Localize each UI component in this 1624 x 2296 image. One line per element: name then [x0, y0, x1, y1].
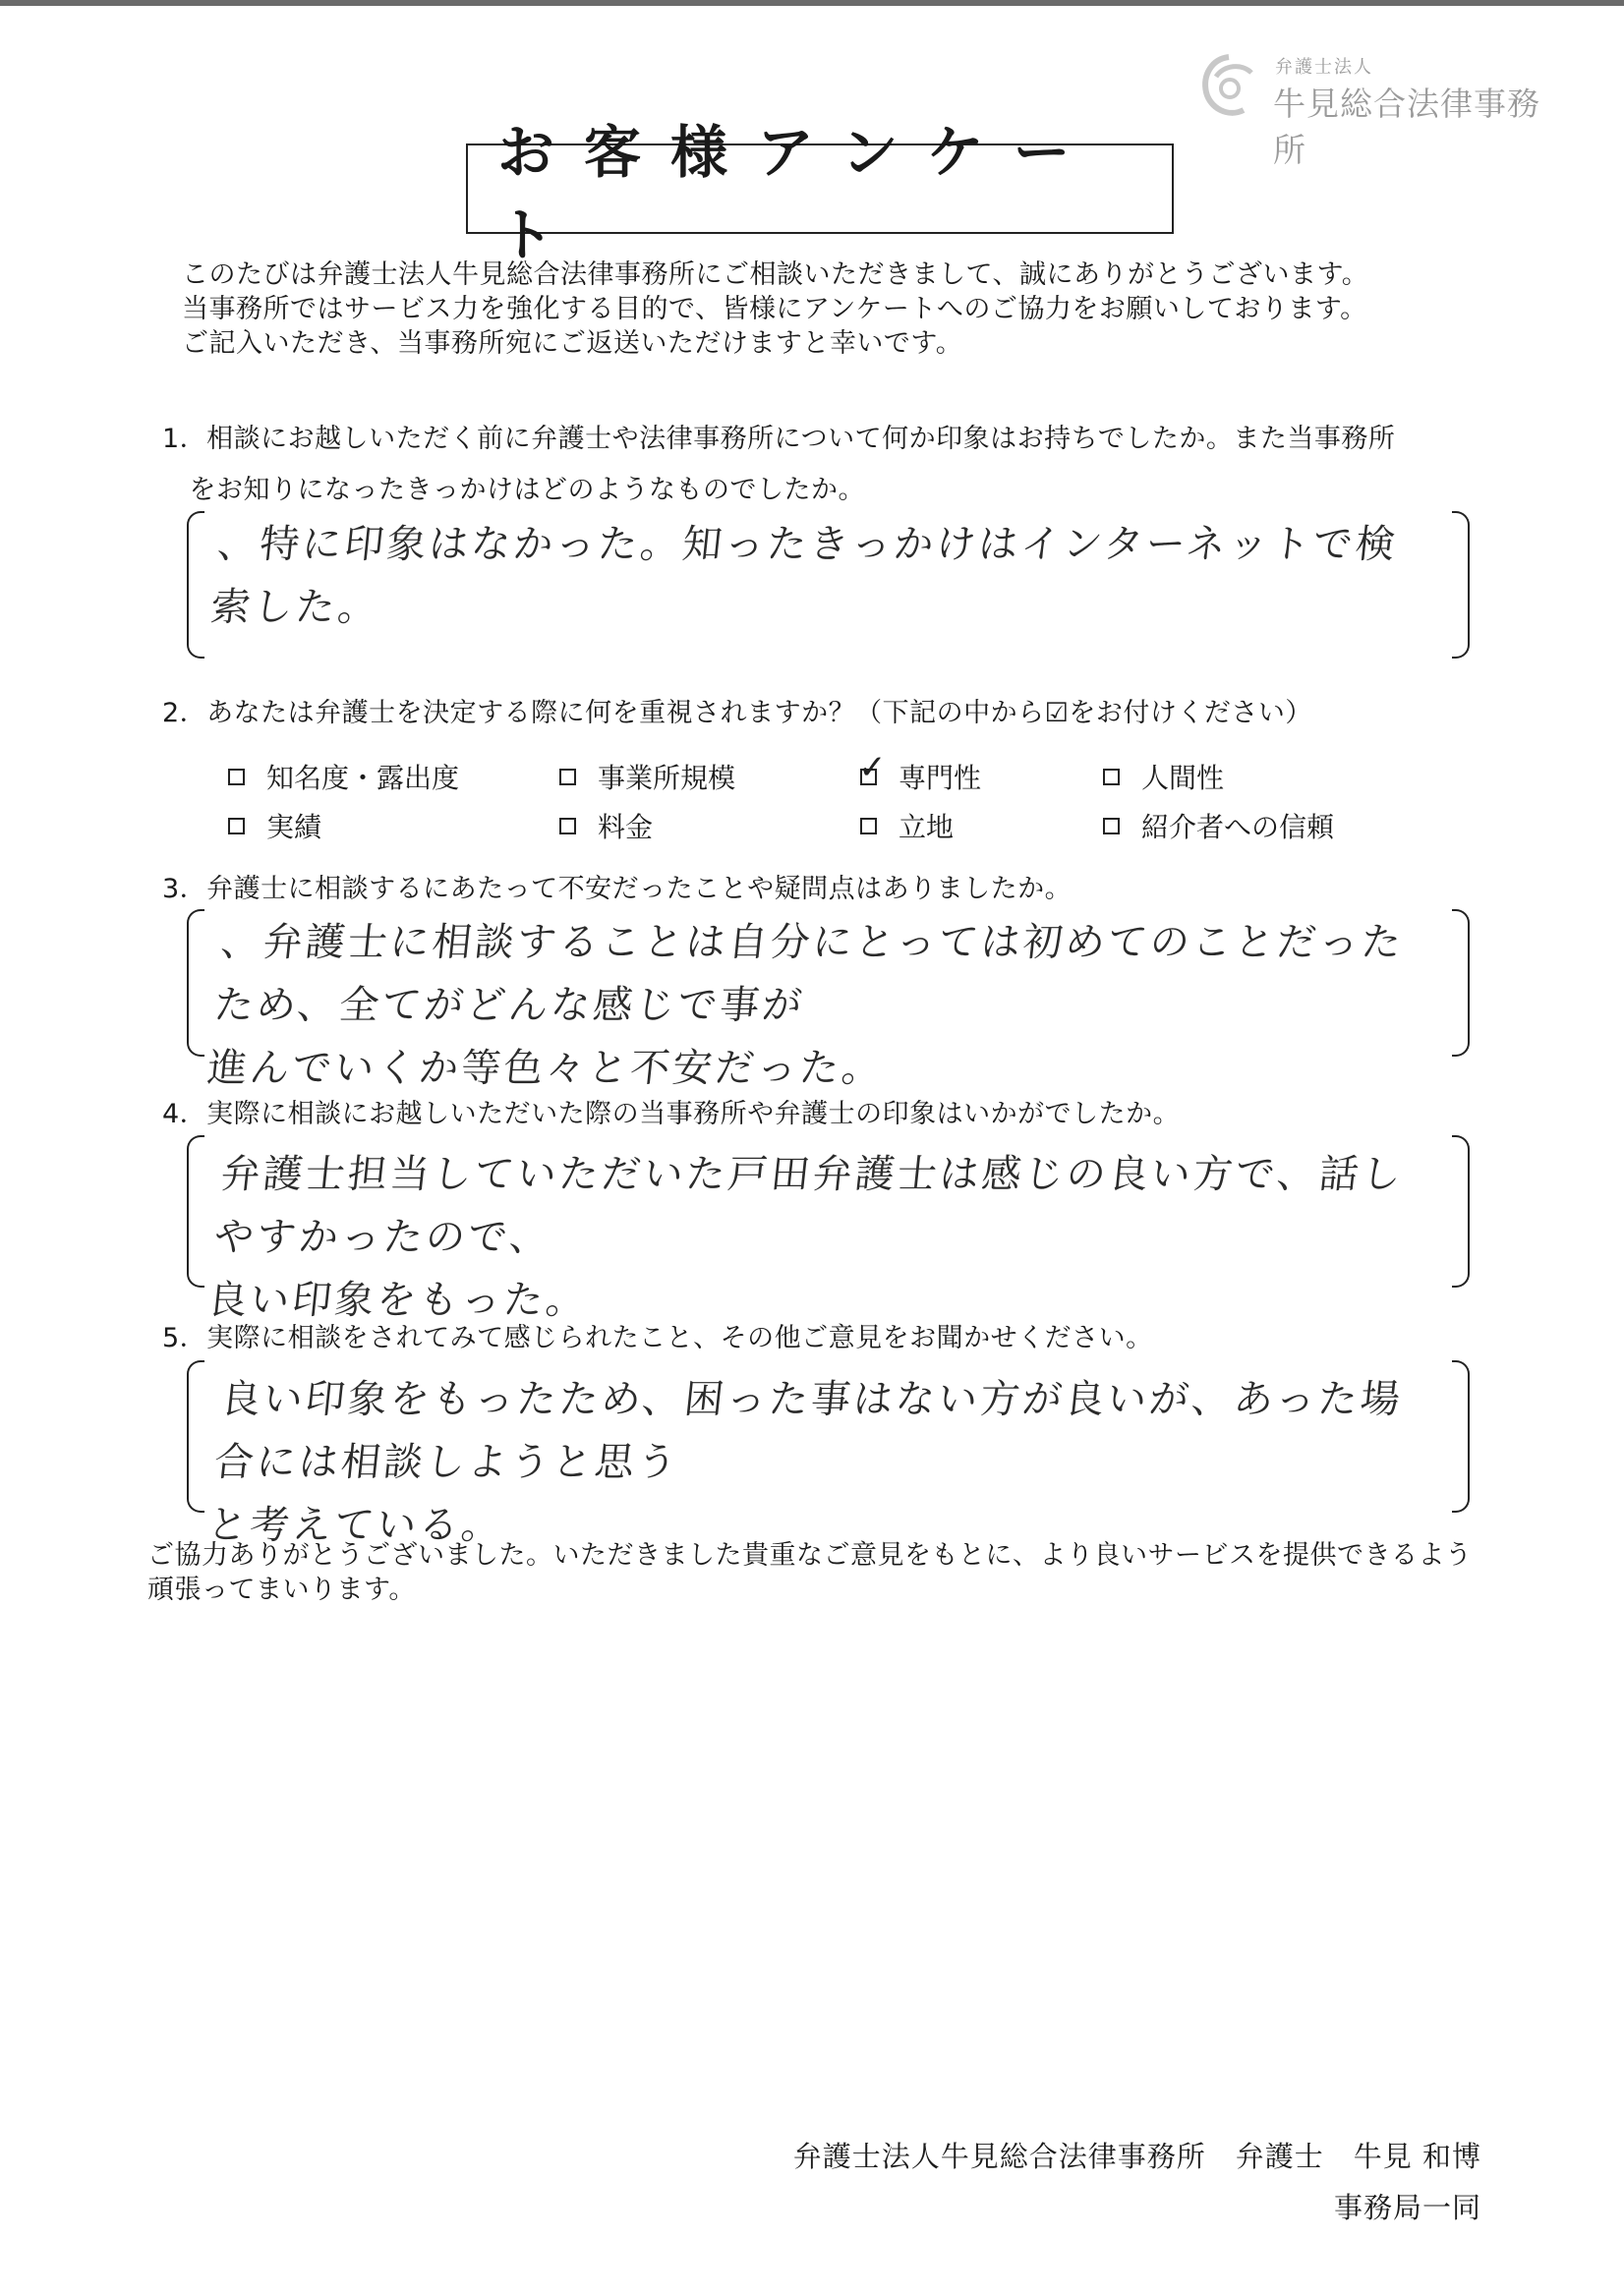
option-label: 紹介者への信頼: [1141, 811, 1335, 843]
option-location: [860, 806, 954, 845]
intro-line: このたびは弁護士法人牛見総合法律事務所にご相談いただきまして、誠にありがとうございます。: [182, 259, 1369, 290]
left-bracket: [187, 511, 204, 659]
option-label: 料金: [598, 811, 654, 843]
firm-logo: [1194, 47, 1568, 169]
survey-title-box: [466, 119, 1174, 268]
answer-4-text: [204, 1143, 1440, 1332]
option-expertise: [858, 747, 982, 796]
answer-3-line-2: 進んでいくか等色々と不安だった。: [204, 1046, 887, 1091]
checkbox-checked: [858, 747, 887, 787]
answer-4-box: [187, 1135, 1470, 1323]
checkbox: [559, 818, 576, 834]
survey-title: お客様アンケート: [497, 119, 1100, 268]
closing-line: 頑張ってまいります。: [147, 1575, 416, 1605]
answer-5-box: [187, 1360, 1470, 1548]
answer-1-box: [187, 511, 1470, 659]
option-fee: [559, 806, 653, 845]
option-label: 事業所規模: [598, 762, 736, 794]
answer-3-box: [187, 909, 1470, 1091]
answer-3-text: [204, 911, 1440, 1100]
firm-logo-icon: [1194, 47, 1263, 126]
logo-subtitle: 弁護士法人: [1275, 57, 1373, 78]
check-mark-icon: ✓: [858, 747, 887, 787]
signature-firm-lawyer: 弁護士法人牛見総合法律事務所 弁護士 牛見 和博: [792, 2140, 1481, 2173]
logo-name: 牛見総合法律事務所: [1273, 85, 1540, 169]
signature-staff: 事務局一同: [1333, 2191, 1481, 2224]
option-label: 人間性: [1141, 762, 1225, 794]
question-3: 3．弁護士に相談するにあたって不安だったことや疑問点はありましたか。: [162, 874, 1073, 904]
option-personality: [1103, 757, 1224, 796]
intro-text: [182, 258, 1368, 361]
closing-text: [147, 1538, 1473, 1607]
checkbox: [228, 818, 245, 834]
intro-line: ご記入いただき、当事務所宛にご返送いただけますと幸いです。: [182, 328, 963, 359]
right-bracket: [1452, 1135, 1470, 1288]
answer-4-line-1: 弁護士担当していただいた戸田弁護士は感じの良い方で、話しやすかったので、: [211, 1152, 1407, 1260]
answer-5-text: [204, 1368, 1440, 1557]
checkbox: [228, 769, 245, 785]
answer-5-line-1: 良い印象をもったため、困った事はない方が良いが、あった場合には相談しようと思う: [211, 1377, 1406, 1485]
checkbox: [1103, 769, 1120, 785]
question-4: 4．実際に相談にお越しいただいた際の当事務所や弁護士の印象はいかがでしたか。: [162, 1099, 1181, 1129]
question-1-line-1: 1．相談にお越しいただく前に弁護士や法律事務所について何か印象はお持ちでしたか。また当事務所: [162, 424, 1396, 454]
question-1-line-2: をお知りになったきっかけはどのようなものでしたか。: [162, 475, 865, 505]
answer-4-line-2: 良い印象をもった。: [204, 1278, 591, 1323]
option-label: 実績: [266, 811, 322, 843]
question-1: [162, 414, 1529, 516]
right-bracket: [1452, 511, 1470, 659]
option-track-record: [228, 806, 321, 845]
left-bracket: [187, 909, 204, 1057]
priority-options: [228, 747, 1408, 855]
answer-1-text: 、特に印象はなかった。知ったきっかけはインターネットで検索した。: [208, 522, 1401, 630]
scan-edge: [0, 0, 1624, 6]
intro-line: 当事務所ではサービス力を強化する目的で、皆様にアンケートへのご協力をお願いしております。: [182, 294, 1367, 324]
left-bracket: [187, 1135, 204, 1288]
question-2: 2．あなたは弁護士を決定する際に何を重視されますか？（下記の中から☑をお付けください）: [162, 698, 1312, 728]
answer-5-line-2: と考えている。: [204, 1503, 506, 1548]
option-referrer-trust: [1103, 806, 1334, 845]
left-bracket: [187, 1360, 204, 1513]
option-label: 専門性: [899, 762, 982, 794]
checkbox: [860, 818, 877, 834]
right-bracket: [1452, 909, 1470, 1057]
answer-3-line-1: 、弁護士に相談することは自分にとっては初めてのことだったため、全てがどんな感じで事が: [211, 920, 1407, 1028]
option-office-size: [559, 757, 735, 796]
option-label: 知名度・露出度: [266, 762, 460, 794]
checkbox: [559, 769, 576, 785]
option-label: 立地: [899, 811, 955, 843]
closing-line: ご協力ありがとうございました。いただきました貴重なご意見をもとに、より良いサービスを提供できるよう: [147, 1540, 1473, 1571]
right-bracket: [1452, 1360, 1470, 1513]
question-5: 5．実際に相談をされてみて感じられたこと、その他ご意見をお聞かせください。: [162, 1323, 1153, 1353]
option-fame: [228, 757, 459, 796]
checkbox: [1103, 818, 1120, 834]
